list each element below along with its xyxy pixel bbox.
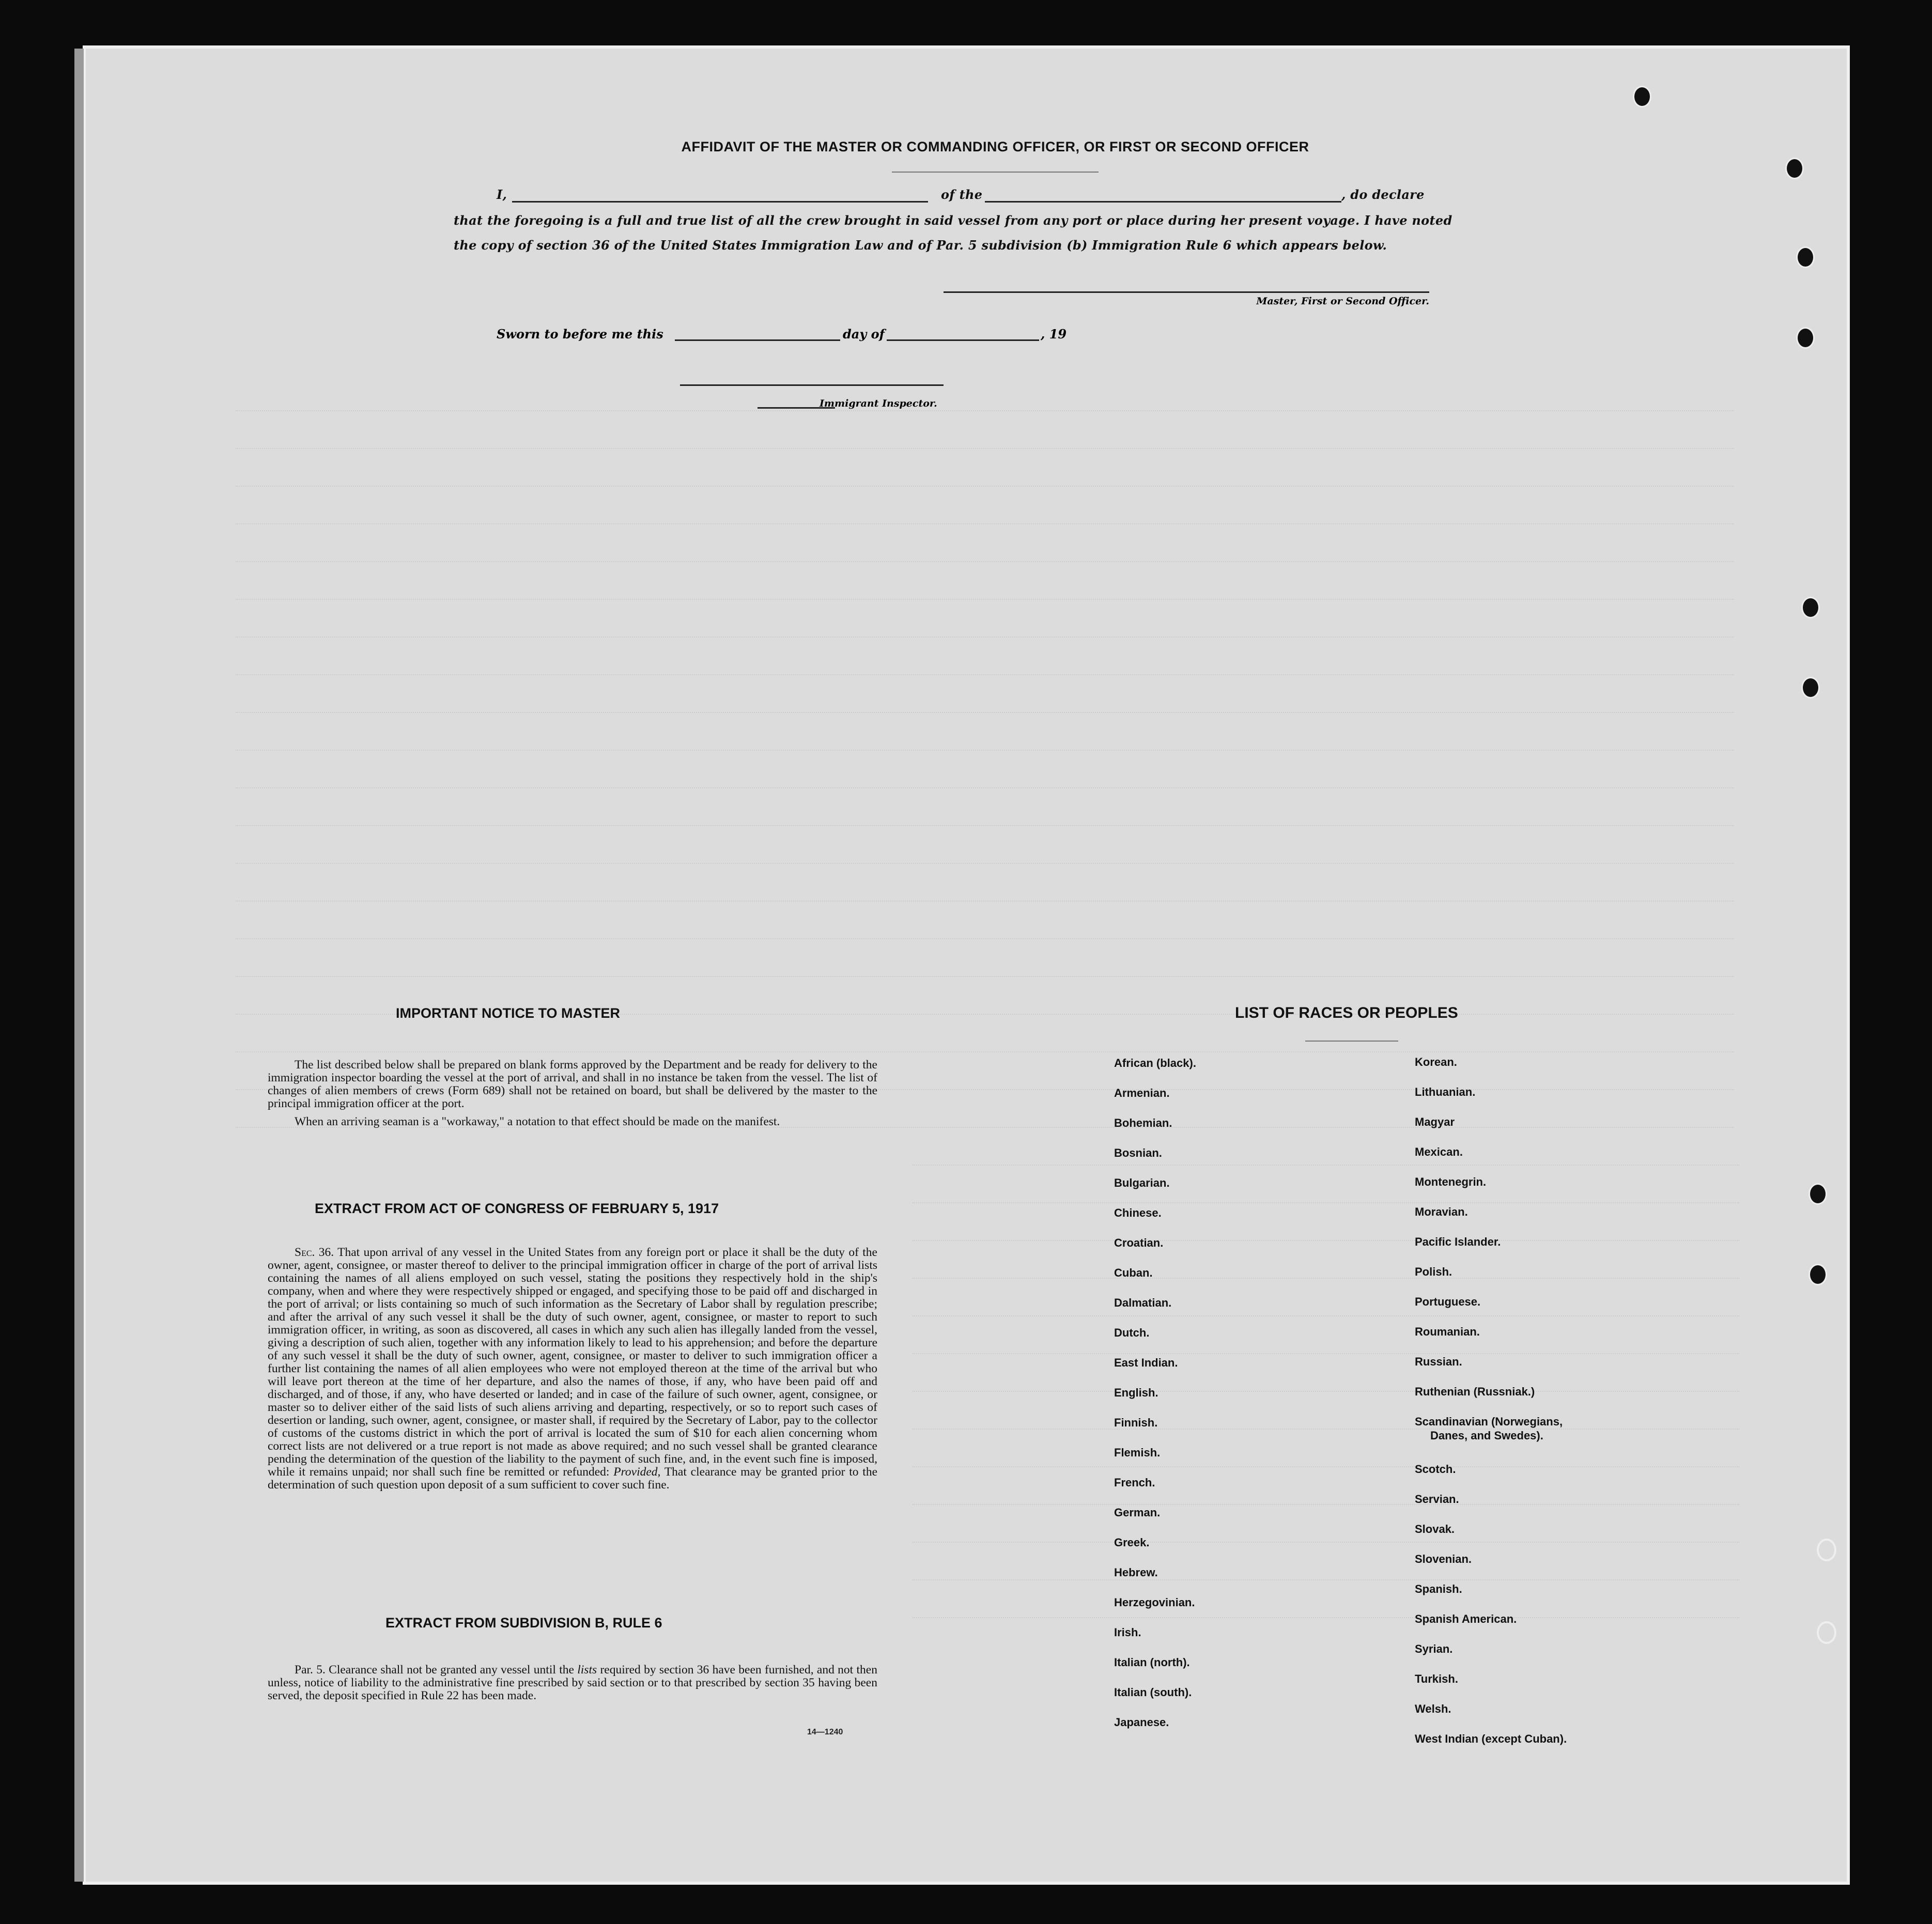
ghost-row (236, 486, 1734, 492)
ghost-row (236, 410, 1734, 416)
ghost-row (236, 863, 1734, 869)
ghost-row (913, 1315, 1739, 1322)
punch-hole (1785, 158, 1804, 179)
race-item: Irish. (1114, 1626, 1141, 1639)
ghost-row (913, 1202, 1739, 1208)
ghost-row (236, 750, 1734, 756)
ghost-row (236, 901, 1734, 907)
race-item: Bulgarian. (1114, 1176, 1170, 1189)
act-extract-title: EXTRACT FROM ACT OF CONGRESS OF FEBRUARY 5, 1917 (315, 1201, 719, 1216)
race-item: Portuguese. (1415, 1295, 1481, 1308)
name-blank-line (512, 201, 928, 203)
ghost-row (913, 1278, 1739, 1284)
ghost-row (913, 1466, 1739, 1472)
punch-hole (1633, 86, 1651, 107)
race-item: Finnish. (1114, 1416, 1158, 1429)
race-item: Turkish. (1415, 1672, 1458, 1685)
ghost-row (236, 674, 1734, 680)
race-item: West Indian (except Cuban). (1415, 1732, 1567, 1745)
race-item: East Indian. (1114, 1356, 1178, 1369)
race-item: Japanese. (1114, 1716, 1169, 1729)
form-number: 14—1240 (807, 1728, 843, 1736)
signature-line (944, 291, 1429, 293)
decl-line-2: that the foregoing is a full and true list of all the crew brought in said vessel from any port or place during her present voyage. I have noted (454, 213, 1452, 228)
ghost-row (236, 787, 1734, 794)
race-item: Flemish. (1114, 1446, 1161, 1459)
notice-paragraph-2: When an arriving seaman is a "workaway," a notation to that effect should be made on the manifest. (295, 1115, 780, 1128)
race-item: African (black). (1114, 1057, 1196, 1069)
vessel-blank-line (985, 201, 1341, 203)
ghost-row (913, 1542, 1739, 1548)
manifest-sheet (83, 45, 1850, 1885)
race-item: Lithuanian. (1415, 1085, 1476, 1098)
race-item: Russian. (1415, 1355, 1462, 1368)
decl-of-the: of the (941, 187, 983, 202)
punch-hole (1809, 1264, 1827, 1285)
punch-hole (1809, 1183, 1827, 1205)
races-title-underline (1305, 1041, 1398, 1042)
ghost-row (913, 1617, 1739, 1623)
race-item: Pacific Islander. (1415, 1235, 1501, 1248)
rule-text-b: required by section 36 have been furnished, and not then unless, notice of liability to the administrative fine prescribed by said section or to that prescribed by section 35 having been served, the deposit specified in Rule 22 has been made. (268, 1663, 877, 1702)
punch-hole (1796, 246, 1815, 268)
race-item: Italian (south). (1114, 1686, 1192, 1699)
race-item: Bosnian. (1114, 1146, 1162, 1159)
sec-text-a: That upon arrival of any vessel in the United States from any foreign port or place it shall be the duty of the owner, agent, consignee, or master thereof to deliver to the principal immigration officer in charge of the port of arrival lists containing the names of all aliens employed on such vessel, stating the positions they respectively hold in the ship's company, when and where they were respectively shipped or engaged, and specifying those to be paid off and discharged in the port of arrival; or lists containing so much of such information as the Secretary of Labor shall by regulation prescribe; and after the arrival of any such vessel it shall be the duty of such owner, agent, consignee, or master to report to such immigration officer, in writing, as soon as discovered, all cases in which any such alien has illegally landed from the vessel, giving a description of such alien, together with any information likely to lead to his apprehension; and before the departure of any such vessel it shall be the duty of such owner, agent, consignee, or master to deliver to such immigration officer a further list containing the names of all alien employees who were not employed thereon at the time of the arrival but who will leave port thereon at the time of her departure, and also the names of those, if any, who have been paid off and discharged, and of those, if any, who have deserted or landed; and in case of the failure of such owner, agent, consignee, or master so to deliver either of the said lists of such aliens arriving and departing, respectively, or so to report such cases of desertion or landing, such owner, agent, consignee, or master shall, if required by the Secretary of Labor, pay to the collector of customs of the customs district in which the port of arrival is located the sum of $10 for each alien concerning whom correct lists are not delivered or a true report is not made as above required; and no such vessel shall be granted clearance pending the determination of the question of the liability to the payment of such fine, and, in the event such fine is imposed, while it remains unpaid; nor shall such fine be remitted or refunded: (268, 1246, 877, 1479)
race-item: Italian (north). (1114, 1656, 1190, 1669)
rule-extract-body (268, 1664, 877, 1708)
race-item: Chinese. (1114, 1206, 1162, 1219)
race-item: Scandinavian (Norwegians, (1415, 1415, 1563, 1428)
race-item: Korean. (1415, 1056, 1457, 1068)
ghost-row (913, 1240, 1739, 1246)
notice-paragraph-1: The list described below shall be prepared on blank forms approved by the Department and be ready for delivery to the immigration inspector boarding the vessel at the port of arrival, and shall in no instance be taken from the vessel. The list of changes of alien members of crews (Form 689) shall not be retained on board, but shall be delivered by the master to the principal immigration officer at the port. (268, 1058, 877, 1110)
race-item: French. (1114, 1476, 1155, 1489)
day-blank-line (675, 339, 840, 341)
decl-do-declare: , do declare (1341, 187, 1425, 202)
race-item: Slovak. (1415, 1523, 1455, 1535)
ghost-row (236, 938, 1734, 944)
sheet-edge (74, 49, 84, 1882)
ghost-row (236, 523, 1734, 530)
race-item: Roumanian. (1415, 1325, 1480, 1338)
title-underline (892, 172, 1099, 173)
race-item: Montenegrin. (1415, 1175, 1487, 1188)
ghost-row (236, 976, 1734, 982)
ghost-row (913, 1429, 1739, 1435)
ghost-row (236, 1051, 1734, 1058)
notice-title: IMPORTANT NOTICE TO MASTER (396, 1005, 620, 1021)
ghost-row (236, 637, 1734, 643)
race-item: Dalmatian. (1114, 1296, 1172, 1309)
rule-text-a: Par. 5. Clearance shall not be granted any vessel until the (295, 1663, 574, 1677)
race-item: Magyar (1415, 1115, 1455, 1128)
signature-label: Master, First or Second Officer. (1256, 296, 1429, 307)
bleed-through-rows (86, 49, 1847, 1882)
ghost-row (236, 599, 1734, 605)
ghost-row (236, 448, 1734, 454)
punch-hole (1801, 677, 1820, 699)
race-item: Ruthenian (Russniak.) (1415, 1385, 1535, 1398)
race-item: Bohemian. (1114, 1116, 1172, 1129)
inspector-line (680, 384, 944, 386)
ghost-row (913, 1165, 1739, 1171)
provided-word: Provided, (613, 1465, 661, 1479)
race-item: Welsh. (1415, 1702, 1451, 1715)
ghost-row (913, 1353, 1739, 1359)
ghost-row (913, 1504, 1739, 1510)
race-item: Mexican. (1415, 1145, 1463, 1158)
race-item: Greek. (1114, 1536, 1150, 1549)
race-item: English. (1114, 1386, 1158, 1399)
ghost-row (913, 1391, 1739, 1397)
ghost-row (236, 825, 1734, 831)
race-item: Hebrew. (1114, 1566, 1158, 1579)
race-item: Spanish. (1415, 1582, 1462, 1595)
punch-hole (1796, 327, 1815, 349)
sworn-text: Sworn to before me this (497, 327, 663, 342)
sec-text-b: That clearance may be granted prior to the determination of such question upon deposit of a sum sufficient to cover such fine. (268, 1465, 877, 1492)
month-blank-line (887, 339, 1039, 341)
sworn-year: , 19 (1041, 327, 1067, 342)
race-item: Scotch. (1415, 1463, 1456, 1476)
decl-i: I, (497, 187, 507, 202)
race-item: Slovenian. (1415, 1553, 1472, 1565)
race-item: Moravian. (1415, 1205, 1468, 1218)
race-item: Croatian. (1114, 1236, 1164, 1249)
race-item: Cuban. (1114, 1266, 1153, 1279)
race-item: Spanish American. (1415, 1612, 1517, 1625)
rule-lists-word: lists (577, 1663, 597, 1677)
notice-body (268, 1059, 877, 1134)
race-item: Dutch. (1114, 1326, 1150, 1339)
ghost-row (236, 712, 1734, 718)
decl-line-3: the copy of section 36 of the United States Immigration Law and of Par. 5 subdivision (b) Immigration Rule 6 which appears below. (454, 238, 1387, 253)
race-item: Danes, and Swedes). (1430, 1429, 1543, 1442)
race-item: Armenian. (1114, 1087, 1170, 1099)
punch-hole (1817, 1539, 1836, 1561)
inspector-label: Immigrant Inspector. (820, 398, 937, 409)
sec-label: Sec. 36. (295, 1246, 334, 1259)
ghost-row (236, 561, 1734, 567)
ghost-row (913, 1579, 1739, 1586)
race-item: Herzegovinian. (1114, 1596, 1195, 1609)
act-extract-body (268, 1246, 877, 1497)
race-item: Syrian. (1415, 1642, 1453, 1655)
race-item: Servian. (1415, 1493, 1459, 1506)
punch-hole (1801, 597, 1820, 618)
races-title: LIST OF RACES OR PEOPLES (1235, 1004, 1458, 1021)
race-item: Polish. (1415, 1265, 1452, 1278)
affidavit-title: AFFIDAVIT OF THE MASTER OR COMMANDING OFFICER, OR FIRST OR SECOND OFFICER (681, 139, 1309, 154)
punch-hole (1817, 1621, 1836, 1644)
race-item: German. (1114, 1506, 1161, 1519)
rule-extract-title: EXTRACT FROM SUBDIVISION B, RULE 6 (385, 1615, 662, 1631)
sworn-day-of: day of (843, 327, 885, 342)
